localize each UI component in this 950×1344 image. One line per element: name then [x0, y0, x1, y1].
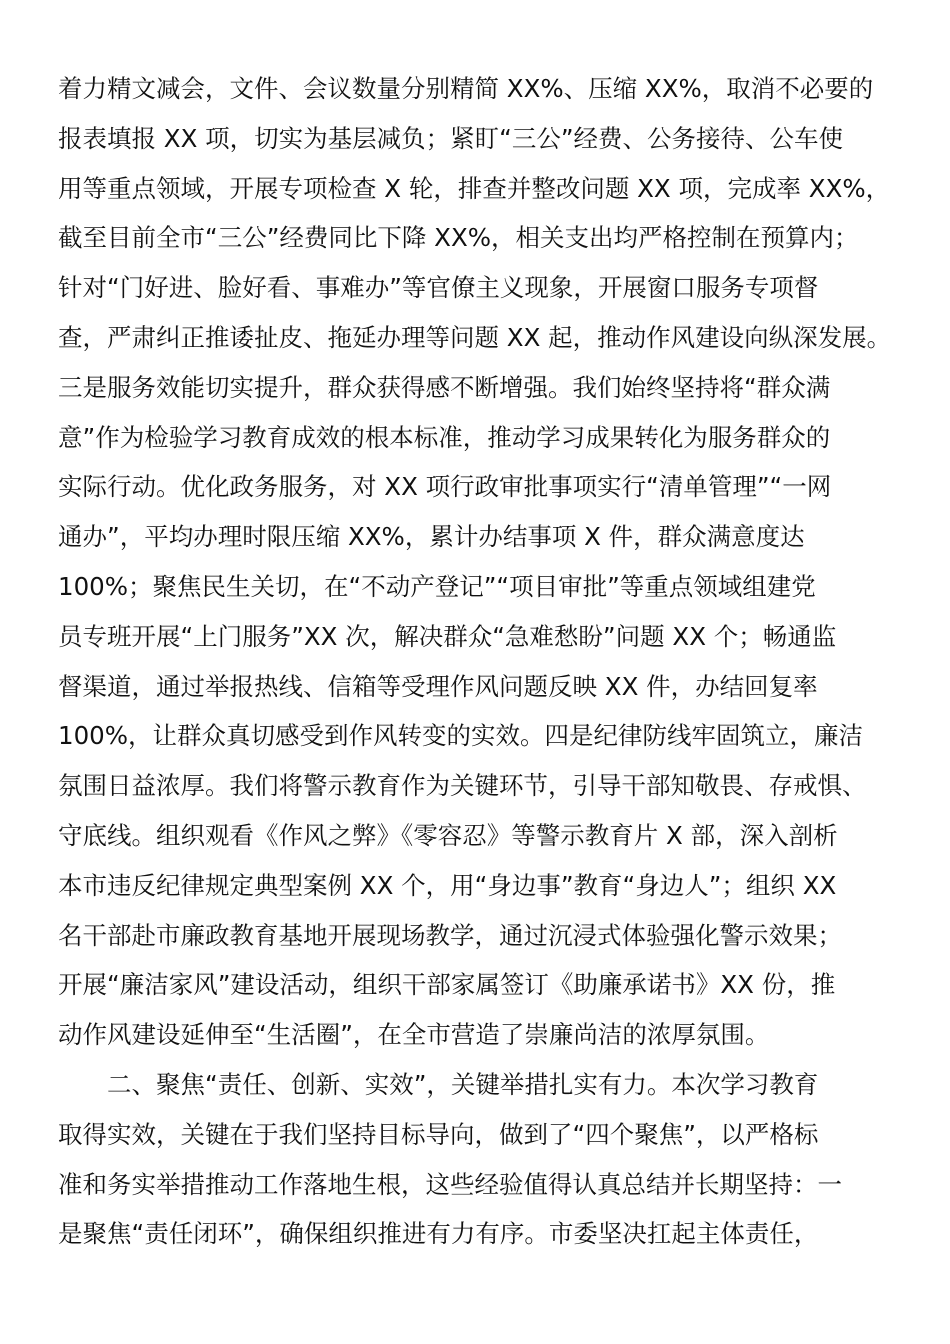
text-line: 员专班开展“上门服务”XX 次，解决群众“急难愁盼”问题 XX 个；畅通监: [58, 621, 837, 651]
text-line: 查，严肃纠正推诿扯皮、拖延办理等问题 XX 起，推动作风建设向纵深发展。: [58, 322, 892, 352]
text-line: 意”作为检验学习教育成效的根本标准，推动学习成果转化为服务群众的: [58, 422, 831, 452]
text-line: 督渠道，通过举报热线、信箱等受理作风问题反映 XX 件，办结回复率: [58, 671, 818, 701]
text-line: 用等重点领域，开展专项检查 X 轮，排查并整改问题 XX 项，完成率 XX%，: [58, 173, 891, 203]
text-line: 是聚焦“责任闭环”，确保组织推进有力有序。市委坚决扛起主体责任，: [58, 1219, 819, 1249]
text-line: 取得实效，关键在于我们坚持目标导向，做到了“四个聚焦”，以严格标: [58, 1119, 819, 1149]
text-line: 着力精文减会，文件、会议数量分别精简 XX%、压缩 XX%，取消不必要的: [58, 74, 874, 103]
text-line: 守底线。组织观看《作风之弊》《零容忍》等警示教育片 X 部，深入剖析: [58, 820, 838, 850]
text-line: 氛围日益浓厚。我们将警示教育作为关键环节，引导干部知敬畏、存戒惧、: [58, 771, 867, 801]
text-line: 开展“廉洁家风”建设活动，组织干部家属签订《助廉承诺书》XX 份，推: [58, 970, 836, 1000]
document-body: [58, 64, 898, 1259]
text-line: 动作风建设延伸至“生活圈”，在全市营造了崇廉尚洁的浓厚氛围。: [58, 1020, 770, 1050]
text-line: 截至目前全市“三公”经费同比下降 XX%，相关支出均严格控制在预算内；: [58, 223, 859, 253]
section-heading-line: 二、聚焦“责任、创新、实效”，关键举措扎实有力。本次学习教育: [107, 1069, 819, 1099]
text-line: 名干部赴市廉政教育基地开展现场教学，通过沉浸式体验强化警示效果；: [58, 920, 842, 950]
text-line: 三是服务效能切实提升，群众获得感不断增强。我们始终坚持将“群众满: [58, 372, 831, 402]
text-line: 本市违反纪律规定典型案例 XX 个，用“身边事”教育“身边人”；组织 XX: [58, 870, 837, 900]
text-line: 实际行动。优化政务服务，对 XX 项行政审批事项实行“清单管理”“一网: [58, 472, 832, 502]
text-line: 报表填报 XX 项，切实为基层减负；紧盯“三公”经费、公务接待、公车使: [58, 123, 844, 153]
text-line: 通办”，平均办理时限压缩 XX%，累计办结事项 X 件，群众满意度达: [58, 522, 805, 552]
text-line: 针对“门好进、脸好看、事难办”等官僚主义现象，开展窗口服务专项督: [58, 273, 819, 303]
text-line: 准和务实举措推动工作落地生根，这些经验值得认真总结并长期坚持：一: [58, 1169, 842, 1199]
text-line: 100%，让群众真切感受到作风转变的实效。四是纪律防线牢固筑立，廉洁: [58, 721, 864, 751]
text-line: 100%；聚焦民生关切，在“不动产登记”“项目审批”等重点领域组建党: [58, 571, 816, 601]
